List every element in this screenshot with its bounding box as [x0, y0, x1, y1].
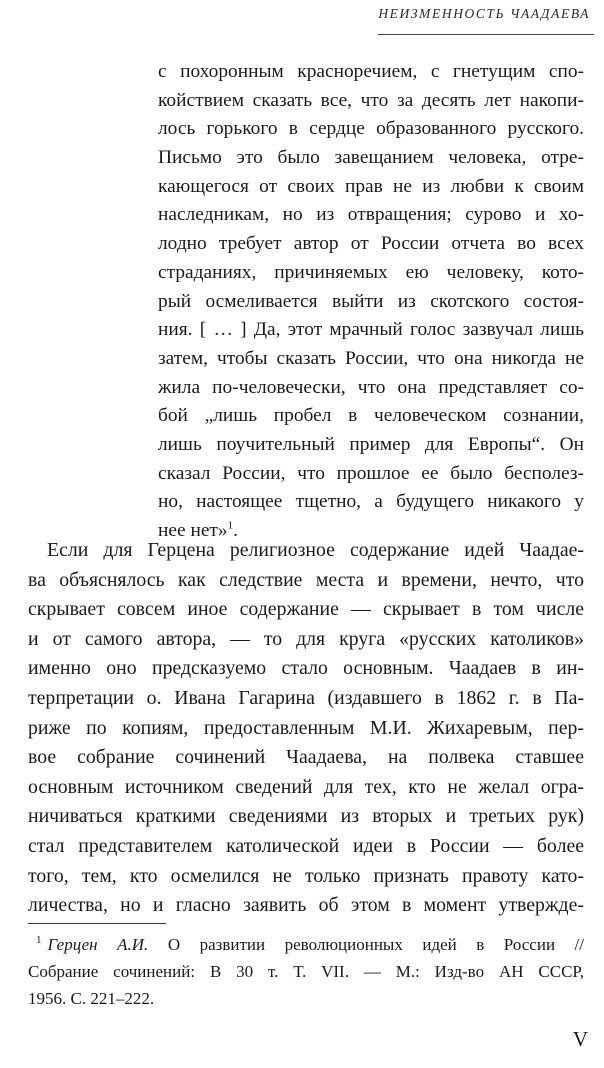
quote-line: кающегося от своих прав не из любви к своим [158, 175, 584, 197]
footnote-number: 1 [36, 934, 42, 947]
body-line: вое собрание сочинений Чаадаева, на полвека ставшее [28, 746, 584, 769]
header-rule [378, 34, 594, 35]
quote-line: ния. [ … ] Да, этот мрачный голос зазвучал лишь [158, 319, 584, 341]
body-line: ничиваться краткими сведениями из вторых и третьих рук) [28, 805, 584, 828]
footnote-rule [28, 923, 166, 924]
body-line: терпретации о. Ивана Гагарина (издавшего в 1862 г. в Па- [28, 686, 584, 709]
footnote-author: Герцен А.И. [47, 935, 149, 954]
quote-line: лодно требует автор от России отчета во всех [158, 233, 584, 255]
body-paragraph [28, 536, 584, 921]
quote-line: лишь поучительный пример для Европы“. Он [158, 433, 584, 455]
body-line: стал представителем католической идеи в России — более [28, 834, 584, 857]
quote-last-text: нее нет» [158, 520, 228, 541]
quote-line: затем, чтобы сказать России, что она никогда не [158, 347, 584, 369]
quote-line: но, настоящее тщетно, а будущего никакого у [158, 491, 584, 513]
body-line: основным источником сведений для тех, кто не желал огра- [28, 775, 584, 798]
quote-line: Письмо это было завещанием человека, отре- [158, 147, 584, 169]
body-line: именно оно предсказуемо стало основным. Чаадаев в ин- [28, 657, 584, 680]
footnote [28, 931, 584, 1012]
quote-line: рый осмеливается выйти из скотского состоя- [158, 290, 584, 312]
quote-line: с похоронным красноречием, с гнетущим спо- [158, 61, 584, 82]
quote-last-line: нее нет»$^1$. [158, 519, 238, 541]
quote-line: наследникам, но из отвращения; сурово и хо- [158, 204, 584, 226]
quote-line: койствием сказать все, что за десять лет накопи- [158, 89, 584, 111]
page-number: V [572, 1027, 588, 1051]
body-line: и от самого автора, — то для круга «русских католиков» [28, 627, 584, 650]
block-quote [158, 58, 584, 546]
body-line: личества, но и гласно заявить об этом в момент утвержде- [28, 894, 584, 917]
quote-line: лось горького в сердце образованного русского. [158, 118, 584, 140]
body-line: скрывает совсем иное содержание — скрывает в том числе [28, 598, 584, 621]
quote-line: бой „лишь пробел в человеческом сознании, [158, 405, 584, 427]
footnote-reference[interactable]: 1 [227, 519, 234, 532]
quote-line: жила по-человечески, что она представляет со- [158, 376, 584, 398]
footnote-line [28, 931, 584, 958]
footnote-line: 1956. С. 221–222. [28, 989, 155, 1008]
footnote-line: Собрание сочинений: В 30 т. Т. VII. — М.: Изд-во АН СССР, [28, 962, 584, 981]
body-line: риже по копиям, предоставленным М.И. Жихаревым, пер- [28, 716, 584, 739]
quote-line: страданиях, причиняемых ею человеку, кото- [158, 261, 584, 283]
running-head: НЕИЗМЕННОСТЬ ЧААДАЕВА [378, 6, 590, 21]
body-line: того, тем, кто осмелился не только признать правоту като- [28, 864, 584, 887]
quote-line: сказал России, что прошлое ее было бесполез- [158, 462, 584, 484]
footnote-text: О развитии революционных идей в России // [167, 935, 585, 954]
body-line: Если для Герцена религиозное содержание идей Чаадае- [47, 539, 584, 561]
body-line: ва объяснялось как следствие места и времени, нечто, что [28, 568, 584, 591]
